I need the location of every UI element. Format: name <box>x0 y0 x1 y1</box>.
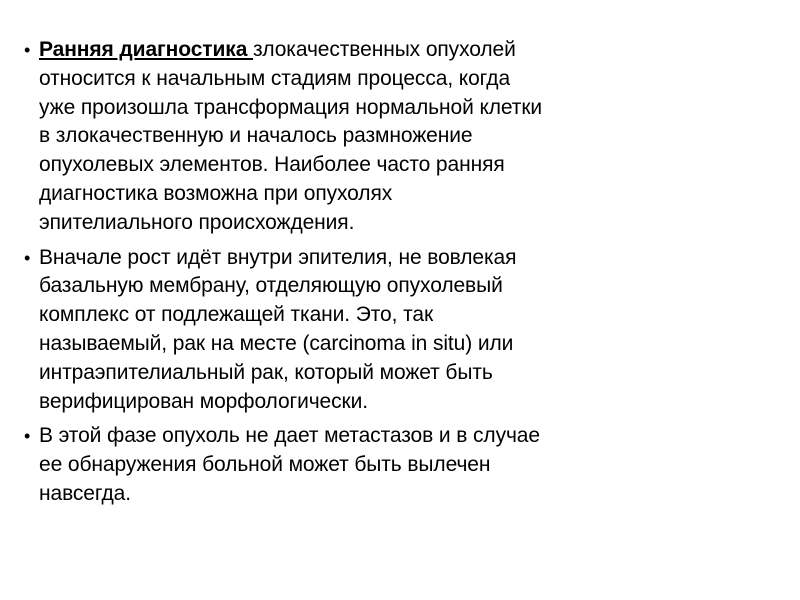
bullet-dot-icon: • <box>24 247 31 268</box>
bullet-item-carcinoma-in-situ <box>24 244 724 417</box>
bullet-text <box>39 36 724 238</box>
bullet-item-no-metastasis <box>24 422 724 508</box>
bullet-item-early-diagnosis <box>24 36 724 238</box>
bullet-body: злокачественных опухолей относится к начальным стадиям процесса, когда уже произошла трансформация нормальной клетки в злокачественную и началось размножение опухолевых элементов. Наиболее часто ранняя диагностика возможна при опухолях эпителиального происхождения. <box>39 38 543 234</box>
emphasized-term: Ранняя диагностика <box>39 38 254 61</box>
bullet-list <box>24 36 724 515</box>
bullet-dot-icon: • <box>24 426 31 447</box>
bullet-dot-icon: • <box>24 40 31 60</box>
bullet-body: В этой фазе опухоль не дает метастазов и в случае ее обнаружения больной может быть вылечен навсегда. <box>39 424 540 505</box>
bullet-body: Вначале рост идёт внутри эпителия, не вовлекая базальную мембрану, отделяющую опухолевый комплекс от подлежащей ткани. Это, так называемый, рак на месте (carcinoma in situ) или интраэпителиальный рак, который может быть верифицирован морфологически. <box>39 245 517 413</box>
